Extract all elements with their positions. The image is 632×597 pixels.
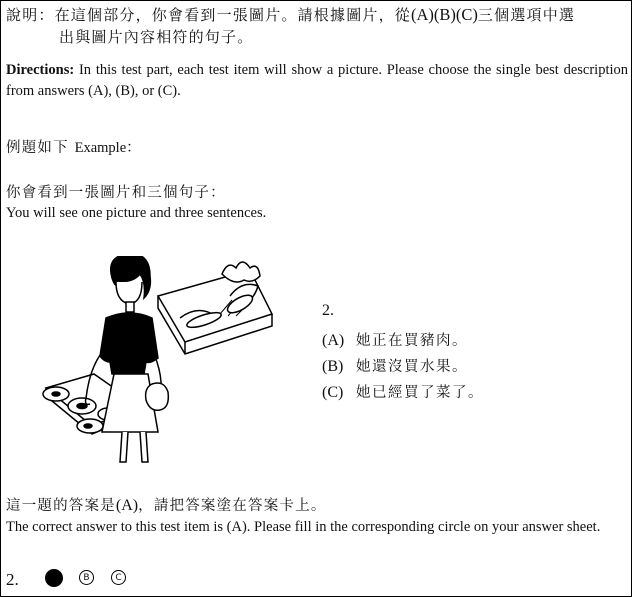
answer-statement-zh	[6, 494, 327, 515]
vegetable-crate-drawing	[158, 262, 272, 354]
answer-statement-en: The correct answer to this test item is (A). Please fill in the corresponding circle on your answer sheet.	[6, 519, 601, 535]
woman-shopping-illustration	[40, 256, 280, 466]
example-zh: 例題如下	[6, 140, 75, 156]
option-b-letter: (B)	[322, 358, 344, 375]
option-c-text: 她已經買了菜了。	[356, 385, 484, 401]
answer-sheet-number: 2.	[6, 570, 19, 589]
answer-zh-letter: (A)	[115, 497, 139, 514]
example-en: Example	[74, 140, 127, 156]
answer-zh-post: ，請把答案塗在答案卡上。	[138, 498, 327, 514]
see-instruction-en: You will see one picture and three sentences.	[6, 205, 267, 221]
option-c[interactable]	[322, 381, 484, 402]
option-a-letter: (A)	[322, 332, 345, 349]
option-a-text: 她正在買豬肉。	[356, 333, 468, 349]
option-b-text: 她還沒買水果。	[356, 359, 468, 375]
answer-bubble-a[interactable]	[45, 569, 63, 587]
option-b[interactable]	[322, 355, 468, 376]
option-c-letter: (C)	[322, 384, 344, 401]
instruction-line-2: 出與圖片內容相符的句子。	[59, 28, 254, 46]
answer-bubble-b[interactable]: B	[79, 570, 94, 585]
directions-text: In this test part, each test item will show a picture. Please choose the single best description from answers (A), (B), or (C).	[6, 62, 628, 99]
instruction-tail: 三個選項中選	[477, 6, 576, 24]
instruction-label: 說明：在這個部分，你會看到一張圖片。請根據圖片，從	[6, 6, 412, 24]
instruction-line-1	[6, 4, 575, 25]
instruction-choices: (A)(B)(C)	[411, 5, 478, 24]
answer-bubble-c[interactable]: C	[111, 570, 126, 585]
question-number: 2.	[322, 302, 334, 319]
answer-zh-pre: 這一題的答案是	[6, 498, 116, 514]
example-heading	[6, 136, 142, 157]
directions-paragraph	[6, 60, 628, 102]
see-instruction-zh: 你會看到一張圖片和三個句子：	[6, 185, 226, 201]
directions-label: Directions:	[6, 62, 75, 78]
example-colon: ：	[126, 140, 142, 156]
option-a[interactable]	[322, 329, 468, 350]
